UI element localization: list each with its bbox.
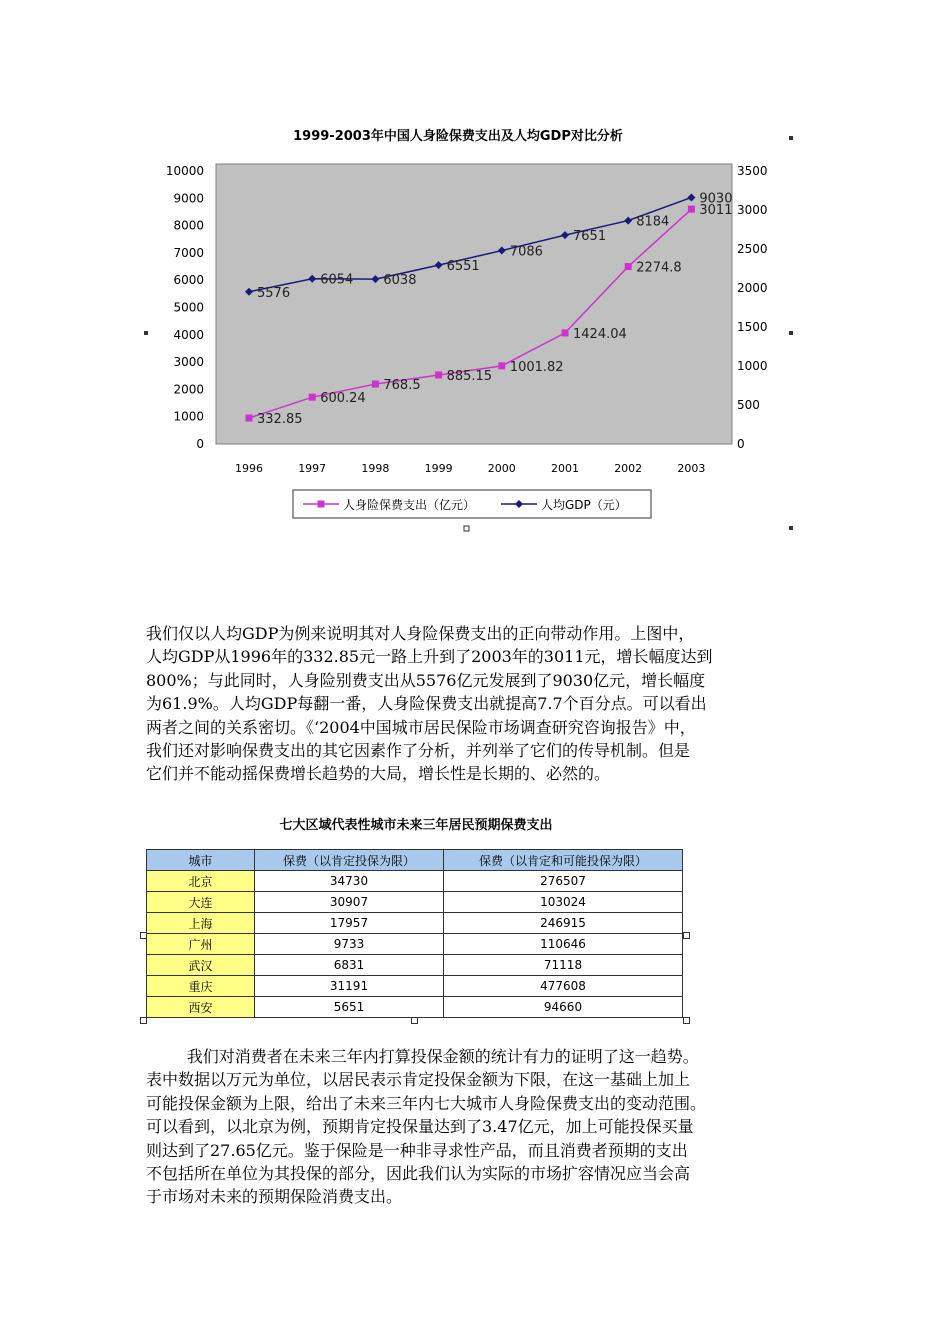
left-tick-label: 5000 <box>173 300 204 315</box>
left-tick-label: 1000 <box>173 409 204 424</box>
value-cell: 477608 <box>444 976 683 997</box>
data-point-square <box>562 329 569 336</box>
data-point-square <box>435 371 442 378</box>
x-tick-label: 1997 <box>298 462 327 475</box>
table-figure <box>143 816 689 1024</box>
value-cell: 9733 <box>255 934 444 955</box>
data-label: 768.5 <box>383 378 421 394</box>
frame-handle <box>144 331 148 335</box>
text-line: 可以看到，以北京为例，预期肯定投保量达到了3.47亿元，加上可能投保买量 <box>146 1117 694 1137</box>
data-label: 7086 <box>509 244 543 260</box>
right-tick-label: 0 <box>737 437 745 451</box>
frame-handle <box>683 932 690 939</box>
left-tick-label: 4000 <box>173 327 204 342</box>
text-line: 它们并不能动摇保费增长趋势的大局，增长性是长期的、必然的。 <box>146 764 611 784</box>
right-tick-label: 3500 <box>737 164 768 178</box>
city-cell: 西安 <box>147 997 255 1018</box>
text-line: 可能投保金额为上限，给出了未来三年内七大城市人身险保费支出的变动范围。 <box>146 1093 707 1113</box>
text-line: 则达到了27.65亿元。鉴于保险是一种非寻求性产品，而且消费者预期的支出 <box>146 1140 688 1160</box>
legend <box>303 497 627 512</box>
text-line: 表中数据以万元为单位，以居民表示肯定投保金额为下限，在这一基础上加上 <box>146 1070 691 1090</box>
data-label: 1424.04 <box>573 326 627 342</box>
text-line: 两者之间的关系密切。《‘2004中国城市居民保险市场调查研究咨询报告》中， <box>146 717 696 737</box>
right-tick-label: 2000 <box>737 281 768 295</box>
data-label: 5576 <box>257 285 291 301</box>
frame-handle <box>789 526 793 530</box>
chart-title: 1999-2003年中国人身险保费支出及人均GDP对比分析 <box>293 129 623 144</box>
right-tick-label: 1000 <box>737 359 768 373</box>
text-line: 不包括所在单位为其投保的部分，因此我们认为实际的市场扩容情况应当会高 <box>146 1164 691 1184</box>
city-cell: 上海 <box>147 913 255 934</box>
data-label: 2274.8 <box>636 260 682 276</box>
value-cell: 6831 <box>255 955 444 976</box>
table-title: 七大区域代表性城市未来三年居民预期保费支出 <box>279 818 553 833</box>
chart-figure <box>143 122 794 535</box>
text-line: 我们还对影响保费支出的其它因素作了分析，并列举了它们的传导机制。但是 <box>146 741 691 761</box>
table-row <box>147 892 683 913</box>
right-tick-label: 2500 <box>737 242 768 256</box>
data-point-square <box>498 362 505 369</box>
table-header-row <box>147 850 683 871</box>
city-cell: 大连 <box>147 892 255 913</box>
paragraph-gdp-analysis <box>146 622 818 786</box>
legend-label: 人身险保费支出（亿元） <box>343 498 476 512</box>
header-city: 城市 <box>147 850 255 871</box>
data-label: 9030 <box>699 191 733 207</box>
value-cell: 246915 <box>444 913 683 934</box>
frame-handle <box>140 932 147 939</box>
table-row <box>147 934 683 955</box>
frame-handle <box>464 526 469 531</box>
table-row <box>147 997 683 1018</box>
x-axis-ticks <box>235 462 705 475</box>
data-label: 600.24 <box>320 391 366 407</box>
text-line: 我们仅以人均GDP为例来说明其对人身险保费支出的正向带动作用。上图中， <box>146 624 695 643</box>
data-label: 8184 <box>636 214 670 230</box>
paragraph-table-analysis <box>146 1045 818 1209</box>
value-cell: 276507 <box>444 871 683 892</box>
frame-handle <box>140 1017 147 1024</box>
line-chart <box>143 122 794 535</box>
legend-marker <box>318 501 325 508</box>
plot-area <box>216 164 732 444</box>
x-tick-label: 1996 <box>235 462 263 475</box>
data-label: 885.15 <box>446 368 493 384</box>
data-label: 6054 <box>320 272 354 288</box>
frame-handle <box>789 331 793 335</box>
data-point-square <box>372 381 379 388</box>
text-line: 于市场对未来的预期保险消费支出。 <box>146 1187 403 1207</box>
value-cell: 103024 <box>444 892 683 913</box>
value-cell: 71118 <box>444 955 683 976</box>
data-point-square <box>246 415 253 422</box>
table-row <box>147 976 683 997</box>
right-axis-ticks <box>737 164 768 451</box>
left-tick-label: 7000 <box>173 245 204 260</box>
left-axis-ticks <box>166 164 204 451</box>
data-label: 7651 <box>573 229 607 245</box>
city-cell: 北京 <box>147 871 255 892</box>
legend-label: 人均GDP（元） <box>541 498 627 512</box>
right-tick-label: 500 <box>737 398 760 412</box>
value-cell: 5651 <box>255 997 444 1018</box>
left-tick-label: 2000 <box>173 382 204 397</box>
x-tick-label: 2003 <box>677 462 706 475</box>
data-point-square <box>625 263 632 270</box>
left-tick-label: 10000 <box>165 164 204 178</box>
data-point-square <box>688 206 695 213</box>
header-premium-certain: 保费（以肯定投保为限） <box>255 850 444 871</box>
table-row <box>147 871 683 892</box>
right-tick-label: 3000 <box>737 203 768 217</box>
left-tick-label: 8000 <box>173 218 204 233</box>
city-cell: 重庆 <box>147 976 255 997</box>
city-cell: 广州 <box>147 934 255 955</box>
x-tick-label: 1998 <box>361 462 390 475</box>
table-row <box>147 913 683 934</box>
premium-table <box>146 849 683 1018</box>
text-line: 我们对消费者在未来三年内打算投保金额的统计有力的证明了这一趋势。 <box>146 1047 699 1066</box>
frame-handle <box>789 136 793 140</box>
header-premium-possible: 保费（以肯定和可能投保为限） <box>444 850 683 871</box>
x-tick-label: 2001 <box>551 462 579 475</box>
data-point-square <box>309 394 316 401</box>
x-tick-label: 2002 <box>614 462 643 475</box>
data-label: 6038 <box>383 273 417 289</box>
data-label: 3011 <box>699 203 733 219</box>
value-cell: 110646 <box>444 934 683 955</box>
data-label: 6551 <box>446 259 480 275</box>
city-cell: 武汉 <box>147 955 255 976</box>
left-tick-label: 0 <box>196 437 204 451</box>
text-line: 为61.9%。人均GDP每翻一番，人身险保费支出就提高7.7个百分点。可以看出 <box>146 694 707 714</box>
value-cell: 94660 <box>444 997 683 1018</box>
value-cell: 30907 <box>255 892 444 913</box>
right-tick-label: 1500 <box>737 320 768 334</box>
frame-handle <box>683 1017 690 1024</box>
value-cell: 31191 <box>255 976 444 997</box>
left-tick-label: 9000 <box>173 191 204 206</box>
text-line: 800%；与此同时，人身险别费支出从5576亿元发展到了9030亿元，增长幅度 <box>146 670 706 690</box>
text-line: 人均GDP从1996年的332.85元一路上升到了2003年的3011元，增长幅度达到 <box>146 647 713 667</box>
data-label: 332.85 <box>257 412 303 428</box>
x-tick-label: 1999 <box>424 462 453 475</box>
frame-handle <box>411 1017 418 1024</box>
left-tick-label: 3000 <box>173 355 204 370</box>
value-cell: 17957 <box>255 913 444 934</box>
table-row <box>147 955 683 976</box>
left-tick-label: 6000 <box>173 273 204 288</box>
value-cell: 34730 <box>255 871 444 892</box>
data-label: 1001.82 <box>509 359 564 375</box>
x-tick-label: 2000 <box>487 462 516 475</box>
